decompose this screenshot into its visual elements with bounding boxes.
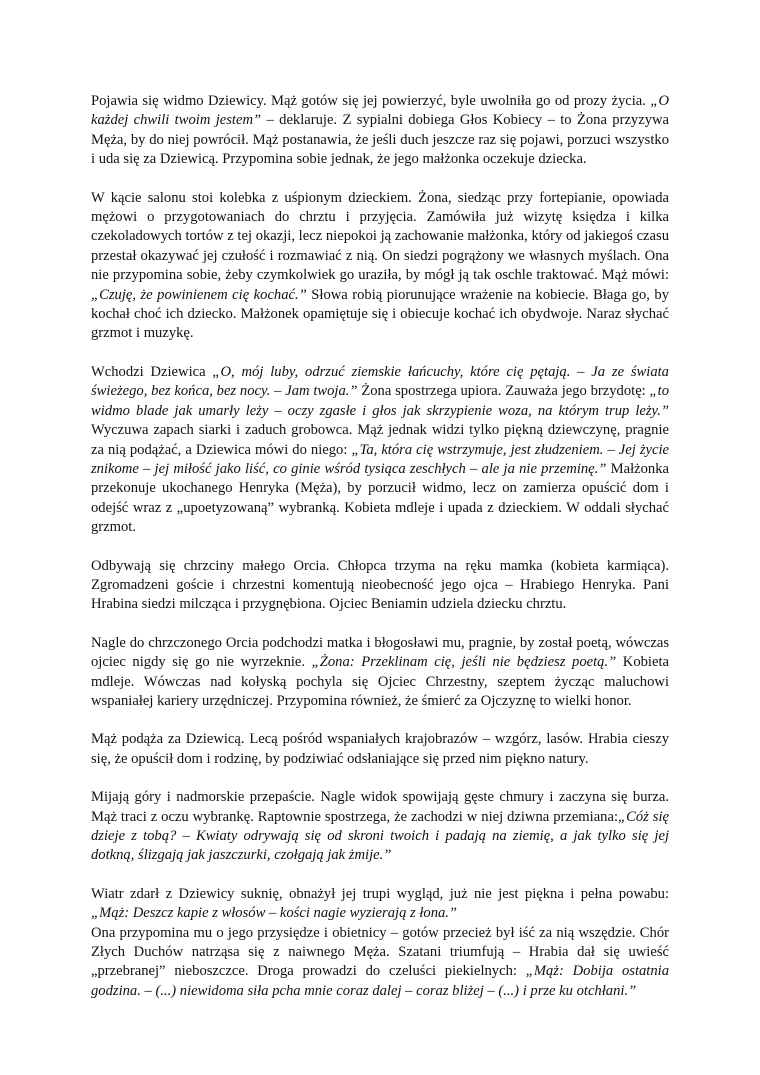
body-text: Wiatr zdarł z Dziewicy suknię, obnażył jej trupi wygląd, już nie jest piękna i pełna powabu: xyxy=(91,885,669,902)
body-text: Nagle do chrzczonego Orcia podchodzi matka i błogosławi mu, pragnie, by został poetą, wówczas ojciec nigdy się go nie wyrzeknie. xyxy=(91,634,669,671)
body-text: – deklaruje. Z sypialni dobiega Głos Kobiecy – to Żona przyzywa Męża, by do niej powrócił. Mąż postanawia, że jeśli duch jeszcze raz się pojawi, porzuci wszystko i uda się za Dziewicą. Przypomina sobie jednak, że jego małżonka oczekuje dziecka. xyxy=(91,112,670,168)
quote-text: „O każdej chwili twoim jestem” xyxy=(91,93,669,129)
paragraph-6 xyxy=(91,730,669,769)
paragraph-8 xyxy=(91,885,669,924)
quote-text: „Mąż: Dobija ostatnia godzina. – (...) niewidoma siła pcha mnie coraz dalej – coraz bliżej – (...) i prze ku otchłani.” xyxy=(91,963,670,999)
body-text: Żona spostrzega upiora. Zauważa jego brzydotę: xyxy=(357,383,650,400)
body-text: Mąż podąża za Dziewicą. Lecą pośród wspaniałych krajobrazów – wzgórz, lasów. Hrabia cieszy się, że opuścił dom i rodzinę, by podziwiać odsłaniające się przed nim piękno natury. xyxy=(91,731,669,767)
paragraph-4 xyxy=(91,557,669,615)
body-text: Mijają góry i nadmorskie przepaście. Nagle widok spowijają gęste chmury i zaczyna się burza. Mąż traci z oczu wybrankę. Raptownie spostrzega, że zachodzi w niej dziwna przemiana: xyxy=(91,789,669,825)
quote-text: „O, mój luby, odrzuć ziemskie łańcuchy, które cię pętają. – Ja ze świata świeżego, bez końca, bez nocy. – Jam twoja.” xyxy=(91,363,669,400)
paragraph-5 xyxy=(91,634,669,712)
paragraph-2 xyxy=(91,189,669,344)
quote-text: „to widmo blade jak umarły leży – oczy zgasłe i głos jak skrzypienie woza, na którym trup leży.” xyxy=(91,383,669,419)
paragraph-1 xyxy=(91,92,669,170)
body-text: Wchodzi Dziewica xyxy=(91,363,213,380)
body-text: Wyczuwa zapach siarki i zaduch grobowca. Mąż jednak widzi tylko piękną dziewczynę, pragnie za nią podążać, a Dziewica mówi do niego: xyxy=(91,422,669,458)
body-text: W kącie salonu stoi kolebka z uśpionym dzieckiem. Żona, siedząc przy fortepianie, opowiada mężowi o przygotowaniach do chrztu i przyjęcia. Zamówiła już wizytę księdza i kilka czekoladowych tortów z tej okazji, lecz niepokoi ją zachowanie małżonka, który od jakiegoś czasu przestał okazywać jej czułość i rozmawiać z nią. On siedzi pogrążony we własnych myślach. Ona nie przypomina sobie, żeby czymkolwiek go uraziła, by mógł ją tak oschle traktować. Mąż mówi: xyxy=(91,189,669,284)
document-page xyxy=(91,92,669,1001)
quote-text: „Ta, która cię wstrzymuje, jest złudzeniem. – Jej życie znikome – jej miłość jako liść, co ginie wśród tysiąca zeschłych – ale ja nie przeminę.” xyxy=(91,441,669,477)
paragraph-9 xyxy=(91,924,669,1002)
quote-text: „Czuję, że powinienem cię kochać.” xyxy=(91,286,307,303)
body-text: Odbywają się chrzciny małego Orcia. Chłopca trzyma na ręku mamka (kobieta karmiąca). Zgromadzeni goście i chrzestni komentują nieobecność jego ojca – Hrabiego Henryka. Pani Hrabina siedzi milcząca i przygnębiona. Ojciec Beniamin udziela dziecku chrztu. xyxy=(91,557,669,613)
body-text: Małżonka przekonuje ukochanego Henryka (Męża), by porzucił widmo, lecz on zamierza opuścić dom i odejść wraz z „upoetyzowaną” wybranką. Kobieta mdleje i upada z dzieckiem. W oddali słychać grzmot. xyxy=(91,460,669,536)
paragraph-3 xyxy=(91,363,669,538)
body-text: Pojawia się widmo Dziewicy. Mąż gotów się jej powierzyć, byle uwolniła go od prozy życia. xyxy=(91,93,651,109)
body-text: Ona przypomina mu o jego przysiędze i obietnicy – gotów przecież był iść za nią wszędzie. Chór Złych Duchów natrząsa się z naiwnego Męża. Szatani triumfują – Hrabia dał się uwieść „przebranej” nieboszczce. Droga prowadzi do czeluści piekielnych: xyxy=(91,924,669,980)
quote-text: „Żona: Przeklinam cię, jeśli nie będziesz poetą.” xyxy=(311,654,617,671)
quote-text: „Cóż się dzieje z tobą? – Kwiaty odrywają się od skroni twoich i padają na ziemię, a jak tylko się jej dotkną, ślizgają jak jaszczurki, czołgają jak żmije.” xyxy=(91,808,669,864)
body-text: Słowa robią piorunujące wrażenie na kobiecie. Błaga go, by kochał choć ich dziecko. Małżonek opamiętuje się i obiecuje kochać ich obydwoje. Naraz słychać grzmot i muzykę. xyxy=(91,286,669,342)
body-text: Kobieta mdleje. Wówczas nad kołyską pochyla się Ojciec Chrzestny, szeptem życząc maluchowi wspaniałej kariery urzędniczej. Przypomina również, że śmierć za Ojczyznę to wielki honor. xyxy=(91,654,669,709)
paragraph-7 xyxy=(91,788,669,866)
quote-text: „Mąż: Deszcz kapie z włosów – kości nagie wyzierają z łona.” xyxy=(91,905,458,922)
